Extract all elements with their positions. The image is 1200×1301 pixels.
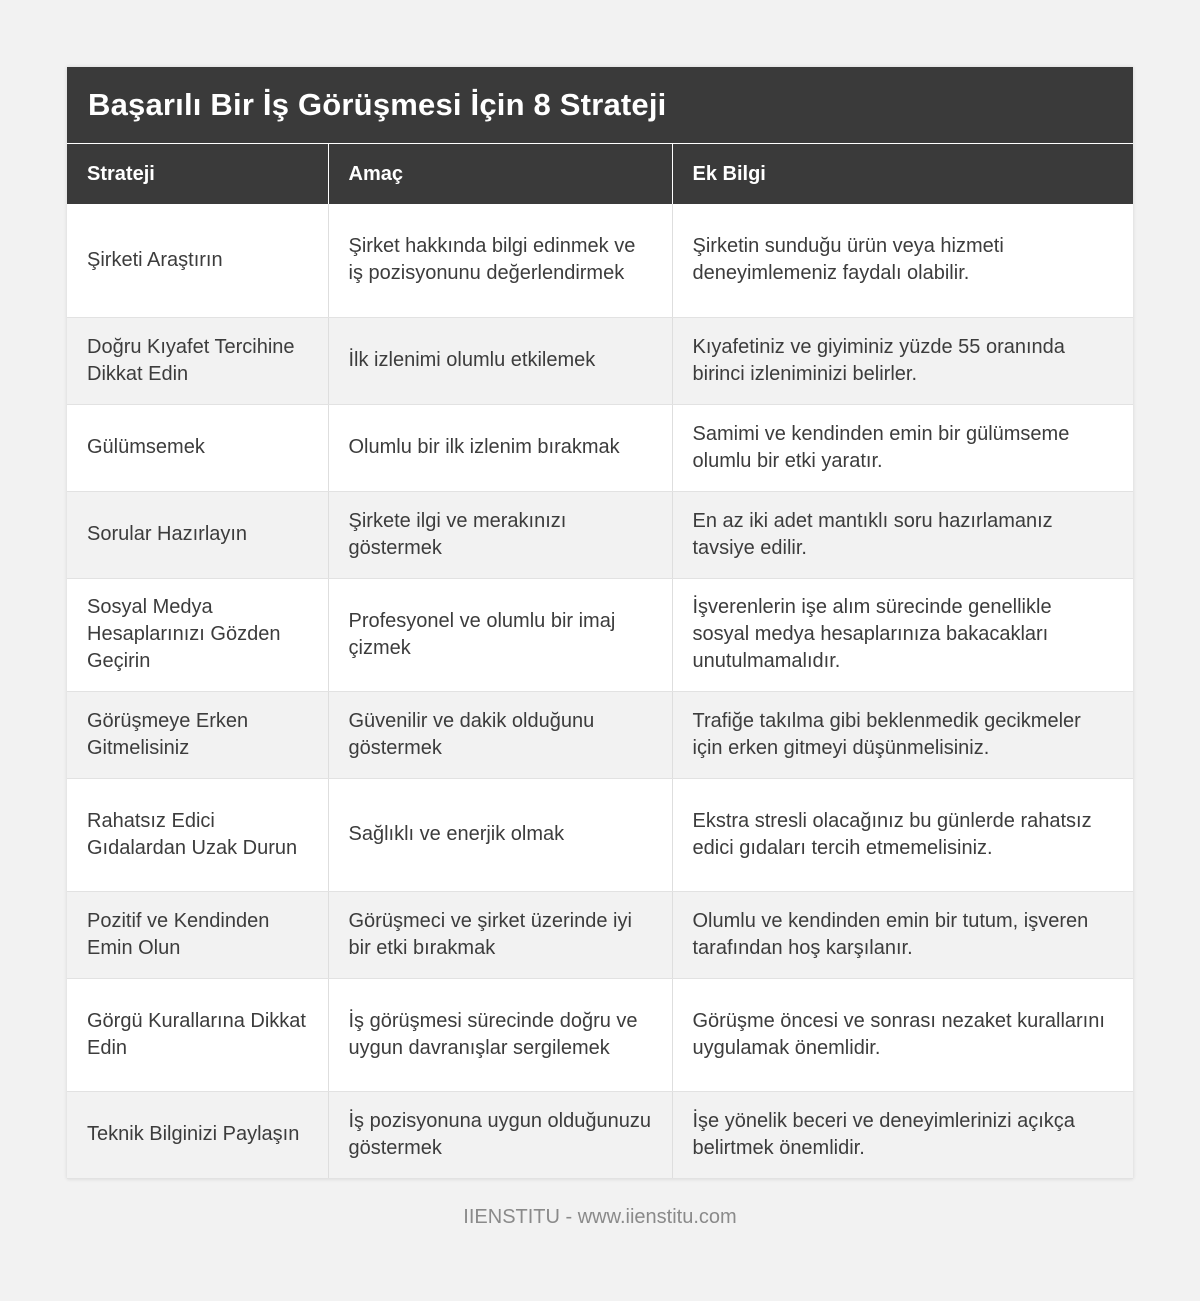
purpose-cell: Şirkete ilgi ve merakınızı göstermek [328, 491, 672, 578]
purpose-cell: İlk izlenimi olumlu etkilemek [328, 317, 672, 404]
title-bar [67, 67, 1133, 144]
info-cell: Kıyafetiniz ve giyiminiz yüzde 55 oranında birinci izleniminizi belirler. [672, 317, 1133, 404]
strategy-cell: Rahatsız Edici Gıdalardan Uzak Durun [67, 778, 328, 891]
purpose-cell: Güvenilir ve dakik olduğunu göstermek [328, 691, 672, 778]
table-row [67, 691, 1133, 778]
purpose-cell: Sağlıklı ve enerjik olmak [328, 778, 672, 891]
info-cell: Ekstra stresli olacağınız bu günlerde rahatsız edici gıdaları tercih etmemelisiniz. [672, 778, 1133, 891]
table-row [67, 317, 1133, 404]
purpose-cell: Olumlu bir ilk izlenim bırakmak [328, 404, 672, 491]
info-cell: Samimi ve kendinden emin bir gülümseme olumlu bir etki yaratır. [672, 404, 1133, 491]
strategy-cell: Pozitif ve Kendinden Emin Olun [67, 891, 328, 978]
info-cell: Şirketin sunduğu ürün veya hizmeti deneyimlemeniz faydalı olabilir. [672, 204, 1133, 317]
table-title: Başarılı Bir İş Görüşmesi İçin 8 Strateji [88, 87, 667, 122]
strategy-cell: Teknik Bilginizi Paylaşın [67, 1091, 328, 1178]
header-row [67, 144, 1133, 204]
table-row [67, 778, 1133, 891]
table-row [67, 891, 1133, 978]
strategy-table [67, 144, 1133, 1179]
table-row [67, 204, 1133, 317]
column-header-strateji: Strateji [67, 144, 328, 204]
purpose-cell: İş görüşmesi sürecinde doğru ve uygun davranışlar sergilemek [328, 978, 672, 1091]
purpose-cell: Görüşmeci ve şirket üzerinde iyi bir etki bırakmak [328, 891, 672, 978]
purpose-cell: İş pozisyonuna uygun olduğunuzu göstermek [328, 1091, 672, 1178]
table-row [67, 978, 1133, 1091]
strategy-table-card [67, 67, 1133, 1179]
table-row [67, 491, 1133, 578]
info-cell: Görüşme öncesi ve sonrası nezaket kurallarını uygulamak önemlidir. [672, 978, 1133, 1091]
strategy-cell: Görüşmeye Erken Gitmelisiniz [67, 691, 328, 778]
strategy-cell: Şirketi Araştırın [67, 204, 328, 317]
info-cell: Olumlu ve kendinden emin bir tutum, işveren tarafından hoş karşılanır. [672, 891, 1133, 978]
strategy-cell: Sosyal Medya Hesaplarınızı Gözden Geçirin [67, 578, 328, 691]
info-cell: En az iki adet mantıklı soru hazırlamanız tavsiye edilir. [672, 491, 1133, 578]
strategy-cell: Gülümsemek [67, 404, 328, 491]
column-header-ek-bilgi: Ek Bilgi [672, 144, 1133, 204]
column-header-amac: Amaç [328, 144, 672, 204]
purpose-cell: Şirket hakkında bilgi edinmek ve iş pozisyonunu değerlendirmek [328, 204, 672, 317]
info-cell: İşe yönelik beceri ve deneyimlerinizi açıkça belirtmek önemlidir. [672, 1091, 1133, 1178]
info-cell: Trafiğe takılma gibi beklenmedik gecikmeler için erken gitmeyi düşünmelisiniz. [672, 691, 1133, 778]
table-row [67, 404, 1133, 491]
table-row [67, 1091, 1133, 1178]
purpose-cell: Profesyonel ve olumlu bir imaj çizmek [328, 578, 672, 691]
footer-credit: IIENSTITU - www.iienstitu.com [463, 1206, 737, 1228]
strategy-cell: Sorular Hazırlayın [67, 491, 328, 578]
info-cell: İşverenlerin işe alım sürecinde genellikle sosyal medya hesaplarınıza bakacakları unutulmamalıdır. [672, 578, 1133, 691]
table-row [67, 578, 1133, 691]
strategy-cell: Doğru Kıyafet Tercihine Dikkat Edin [67, 317, 328, 404]
strategy-cell: Görgü Kurallarına Dikkat Edin [67, 978, 328, 1091]
